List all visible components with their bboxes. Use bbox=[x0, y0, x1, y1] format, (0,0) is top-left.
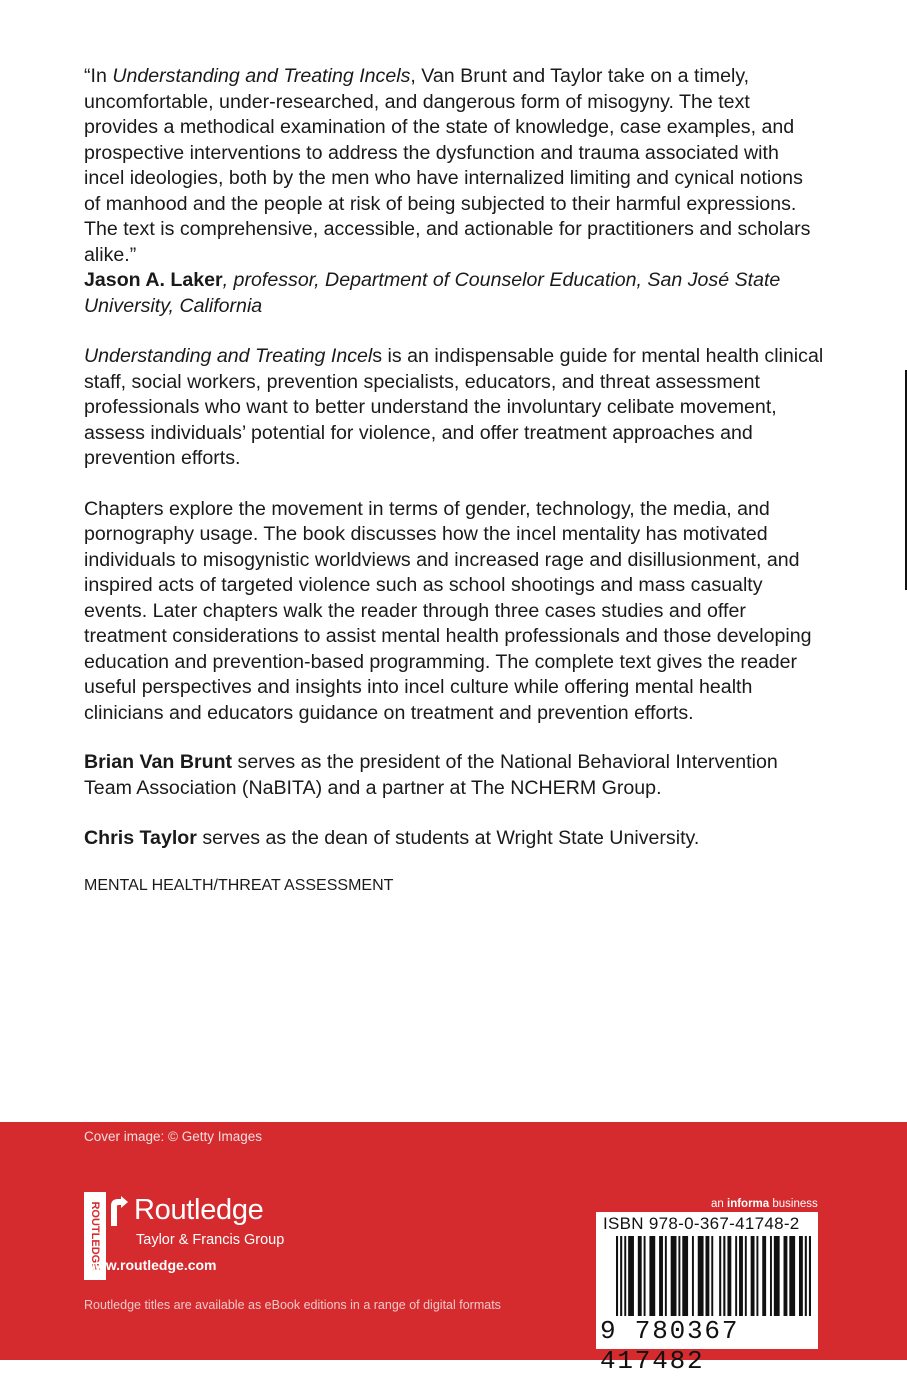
endorser-affiliation: , professor, Department of Counselor Education, San José State University, California bbox=[84, 269, 781, 317]
barcode-digits: 9 780367 417482 bbox=[600, 1316, 740, 1376]
barcode-bar bbox=[659, 1236, 663, 1316]
barcode-bar bbox=[638, 1236, 642, 1316]
barcode-bar bbox=[784, 1236, 788, 1316]
publisher-website[interactable]: www.routledge.com bbox=[84, 1257, 217, 1273]
barcode-bar bbox=[620, 1236, 622, 1316]
barcode-bar bbox=[711, 1236, 713, 1316]
barcode-bar bbox=[809, 1236, 811, 1316]
isbn-number: ISBN 978-0-367-41748-2 bbox=[603, 1214, 800, 1233]
back-cover-text bbox=[84, 64, 824, 896]
barcode-bar bbox=[644, 1236, 646, 1316]
barcode-bar bbox=[649, 1236, 655, 1316]
routledge-logo bbox=[84, 1192, 314, 1282]
cover-credit: Cover image: © Getty Images bbox=[84, 1129, 263, 1144]
barcode-bar bbox=[628, 1236, 634, 1316]
subject-category: MENTAL HEALTH/THREAT ASSESSMENT bbox=[84, 876, 394, 894]
barcode-bar bbox=[739, 1236, 743, 1316]
barcode-bar bbox=[756, 1236, 758, 1316]
svg-text:ROUTLEDGE: ROUTLEDGE bbox=[89, 1201, 102, 1271]
publisher-footer bbox=[0, 1122, 907, 1376]
barcode-bar bbox=[770, 1236, 772, 1316]
ebook-note: Routledge titles are available as eBook editions in a range of digital formats bbox=[84, 1298, 501, 1312]
barcode-bar bbox=[671, 1236, 677, 1316]
barcode-bar bbox=[665, 1236, 667, 1316]
publisher-group: Taylor & Francis Group bbox=[136, 1232, 285, 1248]
barcode-bar bbox=[719, 1236, 721, 1316]
routledge-arrow-icon bbox=[109, 1196, 129, 1230]
barcode-bar bbox=[774, 1236, 780, 1316]
barcode-bar bbox=[745, 1236, 747, 1316]
book-title-italic: Understanding and Treating Incels bbox=[112, 65, 411, 87]
publisher-name: Routledge bbox=[134, 1194, 264, 1226]
barcode-bar bbox=[616, 1236, 618, 1316]
barcode-bar bbox=[723, 1236, 725, 1316]
barcode-bar bbox=[805, 1236, 807, 1316]
barcode-bar bbox=[727, 1236, 731, 1316]
barcode-bar bbox=[789, 1236, 795, 1316]
barcode-bar bbox=[705, 1236, 709, 1316]
isbn-barcode bbox=[596, 1212, 818, 1376]
barcode-bar bbox=[692, 1236, 694, 1316]
endorser-name: Jason A. Laker bbox=[84, 269, 223, 291]
barcode-bar bbox=[762, 1236, 766, 1316]
barcode-bar bbox=[678, 1236, 680, 1316]
barcode-bar bbox=[735, 1236, 737, 1316]
informa-tagline: an informa business bbox=[711, 1198, 818, 1210]
endorsement-quote: “In Understanding and Treating Incels, Van Brunt and Taylor take on a timely, uncomfortable, under-researched, and dangerous form of misogyny. The text provides a methodical examination of the state of knowledge, case examples, and prospective interventions to address the dysfunction and trauma associated with incel ideologies, both by the men who have internalized limiting and cynical notions of manhood and the people at risk of being subjected to their harmful expressions. The text is comprehensive, accessible, and actionable for practitioners and scholars alike.” bbox=[84, 65, 811, 266]
author-bio: Chris Taylor serves as the dean of students at Wright State University. bbox=[84, 827, 700, 849]
barcode-bar bbox=[682, 1236, 688, 1316]
endorsement-attribution bbox=[84, 268, 824, 319]
chapters-summary: Chapters explore the movement in terms of gender, technology, the media, and pornography usage. The book discusses how the incel mentality has motivated individuals to misogynistic worldviews and increased rage and disillusionment, and inspired acts of targeted violence such as school shootings and mass casualty events. Later chapters walk the reader through three cases studies and offer treatment considerations to assist mental health professionals and those developing education and prevention-based programming. The complete text gives the reader useful perspectives and insights into incel culture while offering mental health clinicians and educators guidance on treatment and prevention efforts. bbox=[84, 497, 812, 724]
barcode-bars bbox=[616, 1236, 811, 1316]
book-description: Understanding and Treating Incels is an indispensable guide for mental health clinical staff, social workers, prevention specialists, educators, and threat assessment professionals who want to better understand the involuntary celibate movement, assess individuals’ potential for violence, and offer treatment approaches and prevention efforts. bbox=[84, 345, 824, 469]
barcode-bar bbox=[624, 1236, 626, 1316]
barcode-bar bbox=[799, 1236, 803, 1316]
barcode-bar bbox=[751, 1236, 755, 1316]
barcode-bar bbox=[698, 1236, 704, 1316]
author-bio: Brian Van Brunt serves as the president of the National Behavioral Intervention Team Association (NaBITA) and a partner at The NCHERM Group. bbox=[84, 751, 778, 799]
